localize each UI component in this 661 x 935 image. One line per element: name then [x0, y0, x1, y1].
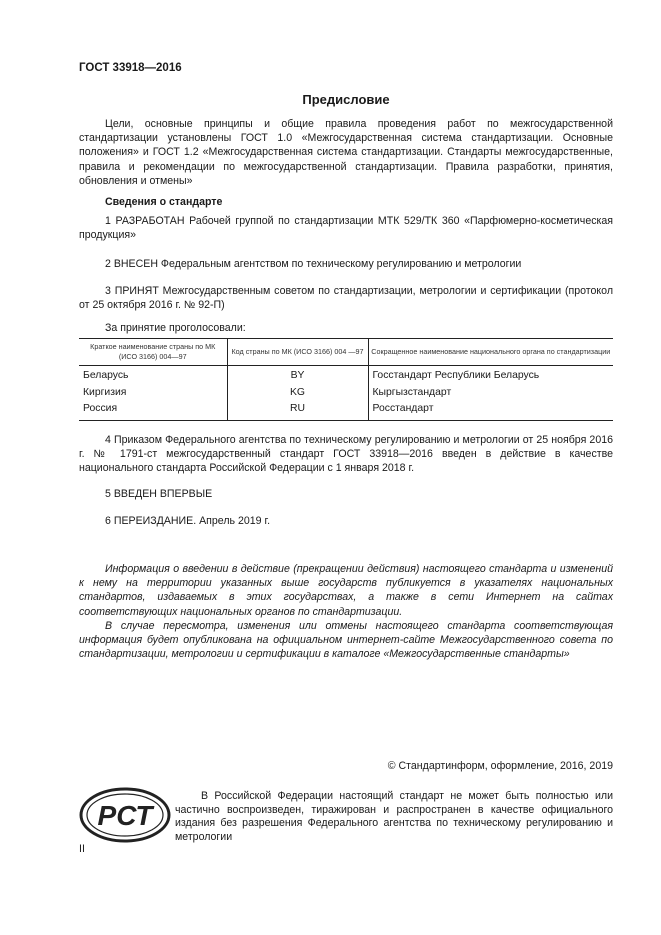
info-paragraph-1: Информация о введении в действие (прекращении действия) настоящего стандарта и изменений к нему на территории указанных выше государств публикуется в указателях национальных стандартов, издаваемых в этих государствах, а также в сети Интернет на сайтах соответствующих национальных органов по стандартизации. [79, 563, 613, 618]
section-subheading: Сведения о стандарте [105, 196, 223, 208]
table-row [79, 385, 613, 402]
table-row [79, 401, 613, 420]
cell-country: Россия [79, 401, 227, 420]
intro-paragraph: Цели, основные принципы и общие правила проведения работ по межгосударственной стандартизации установлены ГОСТ 1.0 «Межгосударственная система стандартизации. Основные положения» и ГОСТ 1.2 «Межгосударственная система стандартизации. Стандарты межгосударственные, правила и рекомендации по межгосударственной стандартизации. Правила разработки, принятия, обновления и отмены» [79, 118, 613, 187]
cell-body: Росстандарт [368, 401, 613, 420]
voted-label: За принятие проголосовали: [105, 322, 246, 334]
header-code: Код страны по МК (ИСО 3166) 004 —97 [227, 339, 368, 366]
logo-lettering: РСТ [97, 800, 153, 831]
copyright-line: © Стандартинформ, оформление, 2016, 2019 [387, 760, 613, 772]
cell-code: BY [227, 366, 368, 385]
header-body: Сокращенное наименование национального органа по стандартизации [368, 339, 613, 366]
cell-code: RU [227, 401, 368, 420]
item-1-paragraph: 1 РАЗРАБОТАН Рабочей группой по стандартизации МТК 529/ТК 360 «Парфюмерно-косметическая продукция» [79, 215, 613, 242]
item-5-paragraph: 5 ВВЕДЕН ВПЕРВЫЕ [105, 488, 213, 500]
item-4-paragraph: 4 Приказом Федерального агентства по техническому регулированию и метрологии от 25 ноября 2016 г. № 1791-ст межгосударственный стандарт ГОСТ 33918—2016 введен в действие в качестве национального стандарта Российской Федерации с 1 января 2018 г. [79, 434, 613, 475]
cell-code: KG [227, 385, 368, 402]
cell-country: Беларусь [83, 370, 129, 381]
reproduction-notice: В Российской Федерации настоящий стандарт не может быть полностью или частично воспроизведен, тиражирован и распространен в качестве официального издания без разрешения Федерального агентства по техническому регулированию и метрологии [175, 790, 613, 843]
standard-id-header: ГОСТ 33918—2016 [79, 62, 182, 74]
page-number: II [79, 843, 85, 855]
item-3-paragraph: 3 ПРИНЯТ Межгосударственным советом по стандартизации, метрологии и сертификации (протокол от 25 октября 2016 г. № 92-П) [79, 285, 613, 312]
item-6-paragraph: 6 ПЕРЕИЗДАНИЕ. Апрель 2019 г. [105, 515, 271, 527]
item-2-paragraph: 2 ВНЕСЕН Федеральным агентством по техническому регулированию и метрологии [105, 258, 522, 270]
table-header-row [79, 339, 613, 366]
table-row [79, 366, 613, 385]
info-paragraph-2: В случае пересмотра, изменения или отмены настоящего стандарта соответствующая информация будет опубликована на официальном интернет-сайте Межгосударственного совета по стандартизации, метрологии и сертификации в каталоге «Межгосударственные стандарты» [79, 620, 613, 661]
voting-table [79, 338, 613, 421]
cell-body: Кыргызстандарт [368, 385, 613, 402]
rst-logo [79, 787, 171, 843]
cell-country: Киргизия [83, 386, 127, 398]
cell-body: Госстандарт Республики Беларусь [368, 366, 613, 385]
header-country: Краткое наименование страны по МК (ИСО 3166) 004—97 [79, 339, 227, 366]
page-title: Предисловие [302, 92, 390, 107]
